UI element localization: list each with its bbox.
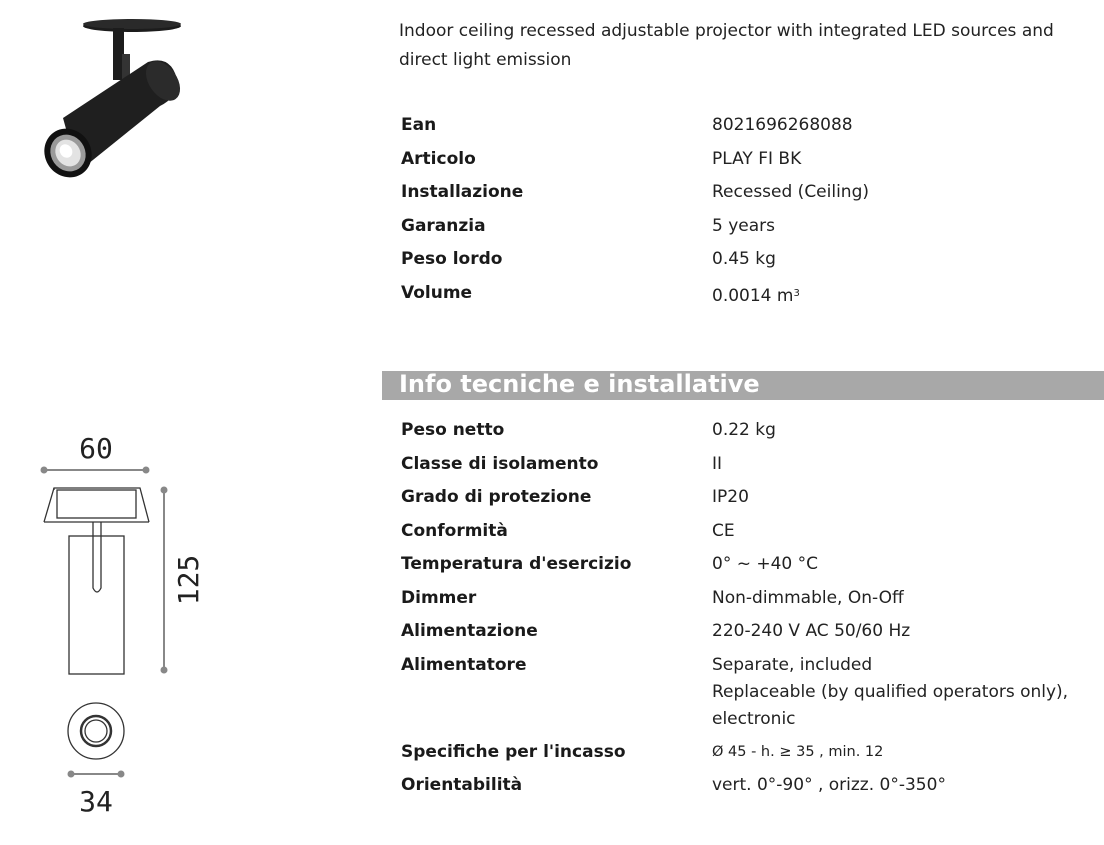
spec-label: Alimentatore <box>401 654 527 675</box>
product-description: Indoor ceiling recessed adjustable projector with integrated LED sources and direct light emission <box>399 21 1054 70</box>
volume-value: 0.0014 m <box>712 285 794 306</box>
section-title: Info tecniche e installative <box>399 370 760 398</box>
spec-row-orientabilita <box>401 772 1068 806</box>
spec-value: Non-dimmable, On-Off <box>712 587 904 608</box>
spec-label: Peso lordo <box>401 249 503 269</box>
spec-row-alimentazione <box>401 618 1068 652</box>
volume-unit-superscript: 3 <box>793 287 800 299</box>
spec-label: Classe di isolamento <box>401 453 599 474</box>
spec-value: Ø 45 - h. ≥ 35 , min. 12 <box>712 743 884 760</box>
spec-row-installazione <box>401 179 869 213</box>
technical-specs-table <box>401 417 1068 806</box>
technical-drawing <box>30 428 220 823</box>
spec-value: Recessed (Ceiling) <box>712 182 870 202</box>
spec-value <box>712 652 1068 739</box>
spec-value-line: Separate, included <box>712 654 873 675</box>
spec-label: Alimentazione <box>401 621 538 641</box>
product-image <box>38 14 188 184</box>
spec-value: vert. 0°-90° , orizz. 0°-350° <box>712 775 946 795</box>
spec-label: Conformità <box>401 520 508 541</box>
spec-value: PLAY FI BK <box>712 148 802 169</box>
spec-row-peso-netto <box>401 417 1068 451</box>
spec-row-ean <box>401 112 869 146</box>
spec-value: 0.45 kg <box>712 249 776 269</box>
spec-value: 220-240 V AC 50/60 Hz <box>712 621 911 641</box>
spec-value-line: Replaceable (by qualified operators only), <box>712 681 1069 702</box>
spec-row-articolo <box>401 146 869 180</box>
section-header-bar <box>382 371 1104 400</box>
spec-row-classe-isolamento <box>401 451 1068 485</box>
spec-row-temperatura <box>401 551 1068 585</box>
spec-row-specifiche-incasso <box>401 739 1068 773</box>
spec-value: II <box>712 453 723 474</box>
spec-value: 5 years <box>712 215 776 236</box>
spec-row-volume <box>401 280 869 314</box>
spec-row-grado-protezione <box>401 484 1068 518</box>
spec-label: Dimmer <box>401 587 477 608</box>
spec-row-dimmer <box>401 585 1068 619</box>
spec-value: 8021696268088 <box>712 115 853 135</box>
spec-row-conformita <box>401 518 1068 552</box>
spec-value <box>712 280 800 314</box>
spec-label: Volume <box>401 282 473 303</box>
spec-label: Articolo <box>401 148 476 169</box>
spec-value: CE <box>712 520 735 541</box>
spec-value-line: electronic <box>712 708 796 729</box>
spec-label: Garanzia <box>401 215 486 236</box>
spec-row-peso-lordo <box>401 246 869 280</box>
spec-label: Orientabilità <box>401 775 523 795</box>
dim-height: 125 <box>172 554 205 606</box>
spec-value: IP20 <box>712 487 749 507</box>
dim-width-bottom: 34 <box>79 785 113 818</box>
spec-value: 0° ~ +40 °C <box>712 554 819 574</box>
spec-label: Ean <box>401 115 437 135</box>
spec-label: Specifiche per l'incasso <box>401 741 626 762</box>
spec-value: 0.22 kg <box>712 420 776 440</box>
spec-row-garanzia <box>401 213 869 247</box>
spec-label: Peso netto <box>401 420 505 440</box>
spec-label: Grado di protezione <box>401 487 592 507</box>
dim-width-top: 60 <box>79 432 113 465</box>
general-specs-table <box>401 112 869 313</box>
spec-label: Installazione <box>401 182 524 202</box>
spec-label: Temperatura d'esercizio <box>401 554 632 574</box>
spec-row-alimentatore <box>401 652 1068 739</box>
